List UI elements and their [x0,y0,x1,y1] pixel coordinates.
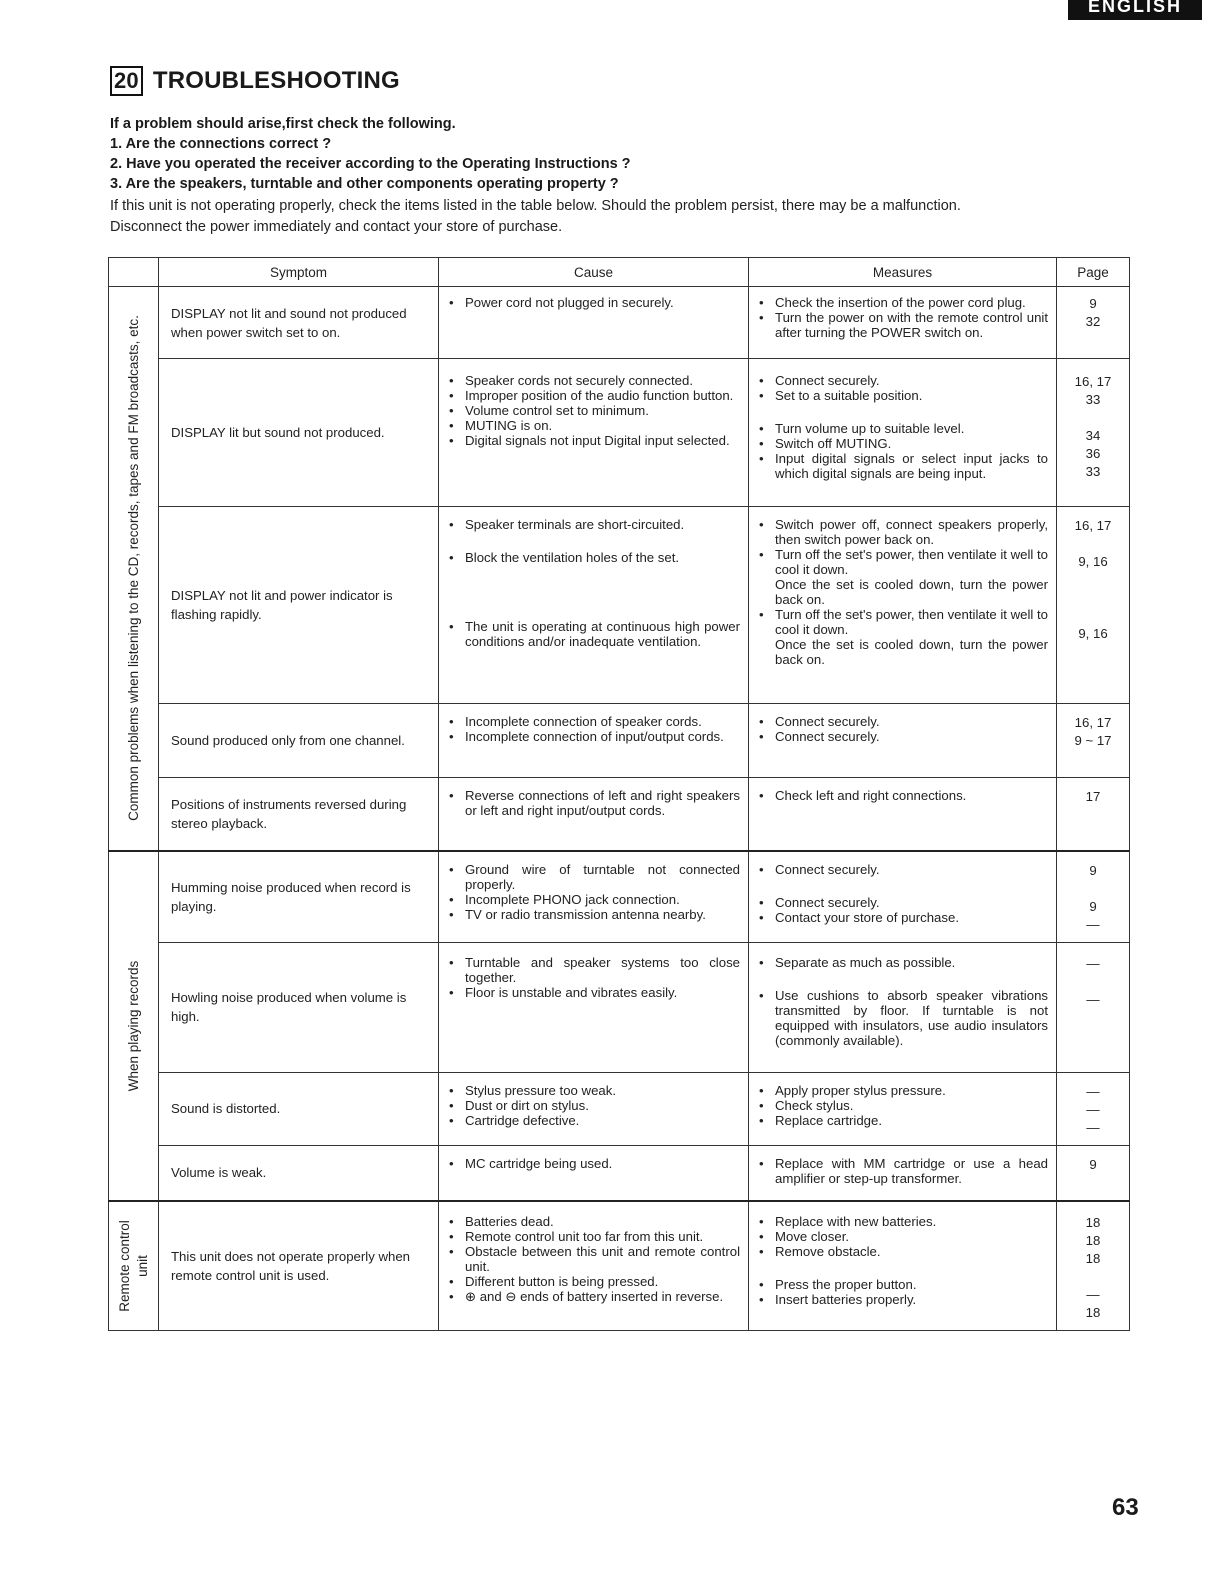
measures-cell: • Separate as much as possible. • Use cushions to absorb speaker vibrations transmitted by floor. If turntable is not equipped with insulators, use audio insulators (commonly available). [749,942,1057,1072]
header-page: Page [1057,258,1130,287]
category-label: When playing records [125,960,141,1092]
category-common [109,287,159,851]
symptom-cell: Sound produced only from one channel. [159,704,439,778]
table-row [109,851,1130,943]
intro-paragraph-line: Disconnect the power immediately and contact your store of purchase. [110,219,563,235]
page-number: 63 [1112,1494,1139,1521]
measures-cell: • Replace with new batteries. • Move closer. • Remove obstacle. • Press the proper button. • Insert batteries properly. [749,1201,1057,1331]
section-title: TROUBLESHOOTING [152,67,400,94]
section-heading [110,66,400,96]
table-row [109,1201,1130,1331]
symptom-cell: DISPLAY not lit and power indicator is flashing rapidly. [159,507,439,704]
cause-cell: • Batteries dead. • Remote control unit too far from this unit. • Obstacle between this unit and remote control unit. • Different button is being pressed. • ⊕ and ⊖ ends of battery inserted in reverse. [439,1201,749,1331]
table-row [109,778,1130,851]
table-row [109,942,1130,1072]
measures-cell: • Apply proper stylus pressure. • Check stylus. • Replace cartridge. [749,1072,1057,1145]
measures-cell: • Connect securely. • Connect securely. • Contact your store of purchase. [749,851,1057,943]
page-cell: 18 18 18 — 18 [1057,1201,1130,1331]
symptom-cell: Humming noise produced when record is playing. [159,851,439,943]
cause-cell: • Speaker cords not securely connected. • Improper position of the audio function button. • Volume control set to minimum. • MUTING is on. • Digital signals not input Digital input selected. [439,359,749,507]
symptom-cell: Sound is distorted. [159,1072,439,1145]
page-cell: 9 32 [1057,287,1130,359]
page-cell: 9 9 — [1057,851,1130,943]
page-cell: — — — [1057,1072,1130,1145]
table-row [109,1072,1130,1145]
page-cell: 16, 17 9 ~ 17 [1057,704,1130,778]
intro-question: 2. Have you operated the receiver according to the Operating Instructions ? [110,156,631,172]
cause-cell: • Stylus pressure too weak. • Dust or dirt on stylus. • Cartridge defective. [439,1072,749,1145]
page-cell: — — [1057,942,1130,1072]
symptom-cell: DISPLAY lit but sound not produced. [159,359,439,507]
header-symptom: Symptom [159,258,439,287]
table-row [109,1145,1130,1201]
page-cell: 17 [1057,778,1130,851]
measures-cell: • Check the insertion of the power cord plug. • Turn the power on with the remote control unit after turning the POWER switch on. [749,287,1057,359]
troubleshooting-table [108,257,1130,1331]
cause-cell: • Ground wire of turntable not connected properly. • Incomplete PHONO jack connection. • TV or radio transmission antenna nearby. [439,851,749,943]
measures-cell: • Switch power off, connect speakers properly, then switch power back on. • Turn off the set's power, then ventilate it well to cool it down. Once the set is cooled down, turn the power back on. • Turn off the set's power, then ventilate it well to cool it down. Once the set is cooled down, turn the power back on. [749,507,1057,704]
category-label: Common problems when listening to the CD, records, tapes and FM broadcasts, etc. [125,315,141,822]
symptom-cell: DISPLAY not lit and sound not produced when power switch set to on. [159,287,439,359]
symptom-cell: Positions of instruments reversed during stereo playback. [159,778,439,851]
cause-cell: • Turntable and speaker systems too close together. • Floor is unstable and vibrates easily. [439,942,749,1072]
measures-cell: • Replace with MM cartridge or use a head amplifier or step-up transformer. [749,1145,1057,1201]
measures-cell: • Connect securely. • Set to a suitable position. • Turn volume up to suitable level. • Switch off MUTING. • Input digital signals or select input jacks to which digital signals are being input. [749,359,1057,507]
measures-cell: • Check left and right connections. [749,778,1057,851]
symptom-cell: Volume is weak. [159,1145,439,1201]
cause-cell: • Speaker terminals are short-circuited. • Block the ventilation holes of the set. • The unit is operating at continuous high power conditions and/or inadequate ventilation. [439,507,749,704]
table-row [109,704,1130,778]
symptom-cell: Howling noise produced when volume is high. [159,942,439,1072]
symptom-cell: This unit does not operate properly when remote control unit is used. [159,1201,439,1331]
page-cell: 16, 17 33 34 36 33 [1057,359,1130,507]
intro-lead: If a problem should arise,first check the following. [110,116,456,132]
measures-cell: • Connect securely. • Connect securely. [749,704,1057,778]
cause-cell: • Incomplete connection of speaker cords. • Incomplete connection of input/output cords. [439,704,749,778]
language-tab: ENGLISH [1068,0,1202,20]
intro-question: 3. Are the speakers, turntable and other components operating property ? [110,176,619,192]
table-row [109,359,1130,507]
cause-cell: • Power cord not plugged in securely. [439,287,749,359]
intro-paragraph [110,196,1120,238]
intro-paragraph-line: If this unit is not operating properly, check the items listed in the table below. Should the problem persist, there may be a malfunction. [110,198,961,214]
page-cell: 9 [1057,1145,1130,1201]
intro-question: 1. Are the connections correct ? [110,136,332,152]
intro [110,114,1120,238]
cause-cell: • MC cartridge being used. [439,1145,749,1201]
header-cause: Cause [439,258,749,287]
category-records [109,851,159,1202]
page-cell: 16, 17 9, 16 9, 16 [1057,507,1130,704]
cause-cell: • Reverse connections of left and right speakers or left and right input/output cords. [439,778,749,851]
header-measures: Measures [749,258,1057,287]
section-number: 20 [110,66,143,96]
header-blank [109,258,159,287]
table-row [109,287,1130,359]
table-row [109,507,1130,704]
table-header-row [109,258,1130,287]
category-remote [109,1201,159,1331]
category-label: Remote control unit [116,1220,150,1312]
